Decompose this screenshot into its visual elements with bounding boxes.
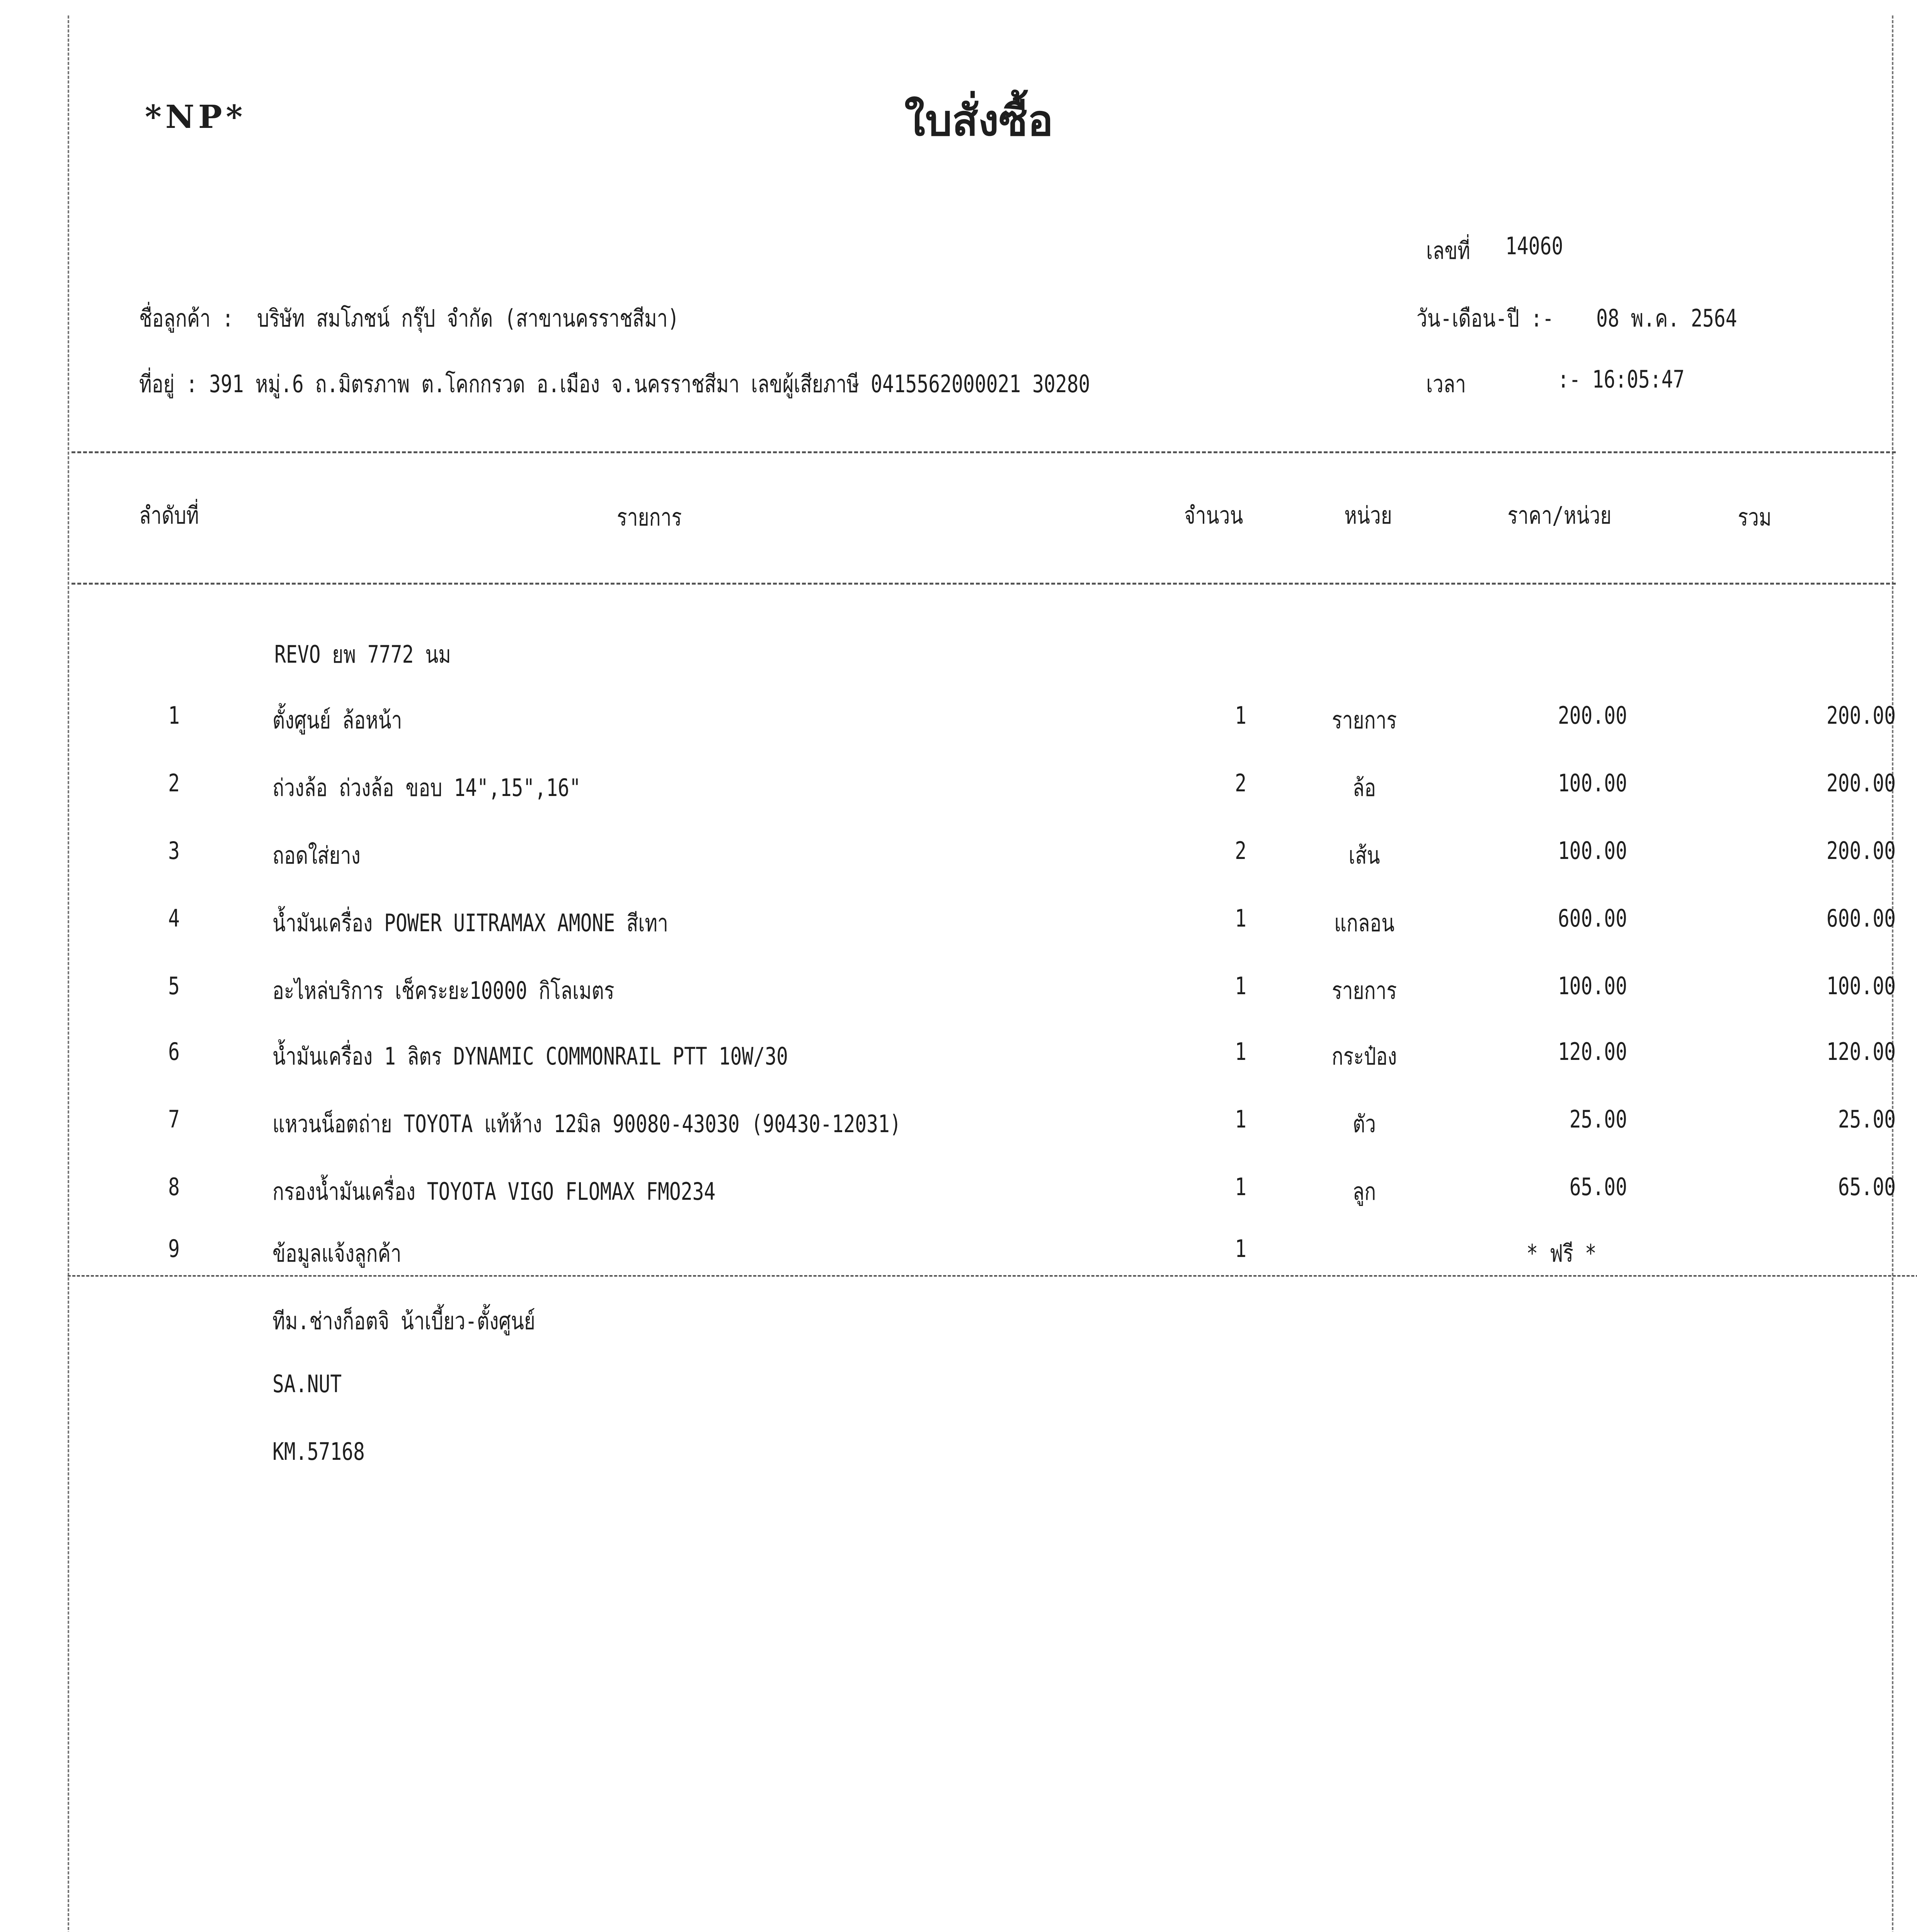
row-qty: 1 xyxy=(1235,1037,1246,1066)
customer-label: ชื่อลูกค้า : xyxy=(139,304,234,332)
row-desc: ถอดใส่ยาง xyxy=(272,841,361,869)
row-unit: แกลอน xyxy=(1334,909,1395,937)
time-value: :- 16:05:47 xyxy=(1558,365,1685,393)
row-total: 100.00 xyxy=(1826,972,1896,1000)
row-no: 8 xyxy=(168,1173,180,1201)
row-desc: ข้อมูลแจ้งลูกค้า xyxy=(272,1239,402,1267)
col-header-price: ราคา/หน่วย xyxy=(1507,501,1612,529)
row-desc: ถ่วงล้อ ถ่วงล้อ ขอบ 14",15",16" xyxy=(272,774,581,802)
row-no: 9 xyxy=(168,1235,180,1263)
row-qty: 1 xyxy=(1235,701,1246,730)
row-price: 100.00 xyxy=(1558,837,1627,865)
date-value: 08 พ.ค. 2564 xyxy=(1596,304,1737,332)
row-price: 100.00 xyxy=(1558,972,1627,1000)
col-header-total: รวม xyxy=(1738,503,1772,531)
row-desc: น้ำมันเครื่อง 1 ลิตร DYNAMIC COMMONRAIL PTT 10W/30 xyxy=(272,1042,788,1070)
row-desc: ตั้งศูนย์ ล้อหน้า xyxy=(272,706,402,734)
row-unit: ลูก xyxy=(1352,1177,1376,1206)
date-label: วัน-เดือน-ปี :- xyxy=(1416,304,1554,332)
row-total: 65.00 xyxy=(1838,1173,1896,1201)
row-price: 25.00 xyxy=(1569,1105,1627,1133)
table-header-rule xyxy=(72,583,1896,585)
row-unit: ตัว xyxy=(1352,1110,1376,1138)
row-no: 5 xyxy=(168,972,180,1000)
row-qty: 1 xyxy=(1235,1235,1246,1263)
row-desc: กรองน้ำมันเครื่อง TOYOTA VIGO FLOMAX FMO234 xyxy=(272,1177,716,1206)
time-label: เวลา xyxy=(1426,370,1466,398)
row-unit: เส้น xyxy=(1348,841,1380,869)
row-qty: 1 xyxy=(1235,904,1246,932)
row-no: 2 xyxy=(168,769,180,797)
table-top-rule xyxy=(72,451,1896,453)
row-unit: รายการ xyxy=(1331,976,1397,1005)
col-header-no: ลำดับที่ xyxy=(139,501,199,529)
col-header-desc: รายการ xyxy=(616,503,682,531)
document-title: ใบสั่งซื้อ xyxy=(904,95,1054,145)
row-total: 200.00 xyxy=(1826,769,1896,797)
row-price: 600.00 xyxy=(1558,904,1627,932)
doc-no-label: เลขที่ xyxy=(1426,236,1470,265)
col-header-qty: จำนวน xyxy=(1184,501,1243,529)
row-desc: น้ำมันเครื่อง POWER UITRAMAX AMONE สีเทา xyxy=(272,909,668,937)
row-qty: 1 xyxy=(1235,1173,1246,1201)
row-qty: 1 xyxy=(1235,972,1246,1000)
items-end-rule xyxy=(68,1275,1917,1277)
row-no: 3 xyxy=(168,837,180,865)
row-qty: 1 xyxy=(1235,1105,1246,1133)
note-sa: SA.NUT xyxy=(272,1370,342,1398)
row-total: 600.00 xyxy=(1826,904,1896,932)
left-border xyxy=(68,15,69,1932)
row-total: 200.00 xyxy=(1826,837,1896,865)
note-team: ทีม.ช่างก็อตจิ น้าเบี้ยว-ตั้งศูนย์ xyxy=(272,1307,535,1335)
row-no: 4 xyxy=(168,904,180,932)
row-unit: รายการ xyxy=(1331,706,1397,734)
address-line: ที่อยู่ : 391 หมู่.6 ถ.มิตรภาพ ต.โคกกรวด อ.เมือง จ.นครราชสีมา เลขผู้เสียภาษี 0415562000021 30280 xyxy=(139,370,1090,398)
header-tag: *NP* xyxy=(145,99,247,136)
customer-value: บริษัท สมโภชน์ กรุ๊ป จำกัด (สาขานครราชสีมา) xyxy=(257,304,679,332)
row-desc: อะไหล่บริการ เช็คระยะ10000 กิโลเมตร xyxy=(272,976,615,1005)
row-desc: แหวนน็อตถ่าย TOYOTA แท้ห้าง 12มิล 90080-43030 (90430-12031) xyxy=(272,1110,901,1138)
row-qty: 2 xyxy=(1235,769,1246,797)
row-price: 200.00 xyxy=(1558,701,1627,730)
row-price: 120.00 xyxy=(1558,1037,1627,1066)
row-qty: 2 xyxy=(1235,837,1246,865)
row-unit: ล้อ xyxy=(1352,774,1376,802)
note-km: KM.57168 xyxy=(272,1437,365,1466)
row-no: 1 xyxy=(168,701,180,730)
row-total: 200.00 xyxy=(1826,701,1896,730)
row-total: 25.00 xyxy=(1838,1105,1896,1133)
col-header-unit: หน่วย xyxy=(1344,501,1392,529)
vehicle-label: REVO ยพ 7772 นม xyxy=(274,640,451,668)
row-no: 7 xyxy=(168,1105,180,1133)
row-no: 6 xyxy=(168,1037,180,1066)
row-unit: กระป๋อง xyxy=(1331,1042,1397,1070)
row-price-free: * ฟรี * xyxy=(1526,1239,1597,1267)
row-total: 120.00 xyxy=(1826,1037,1896,1066)
doc-no-value: 14060 xyxy=(1505,232,1563,260)
row-price: 100.00 xyxy=(1558,769,1627,797)
row-price: 65.00 xyxy=(1569,1173,1627,1201)
